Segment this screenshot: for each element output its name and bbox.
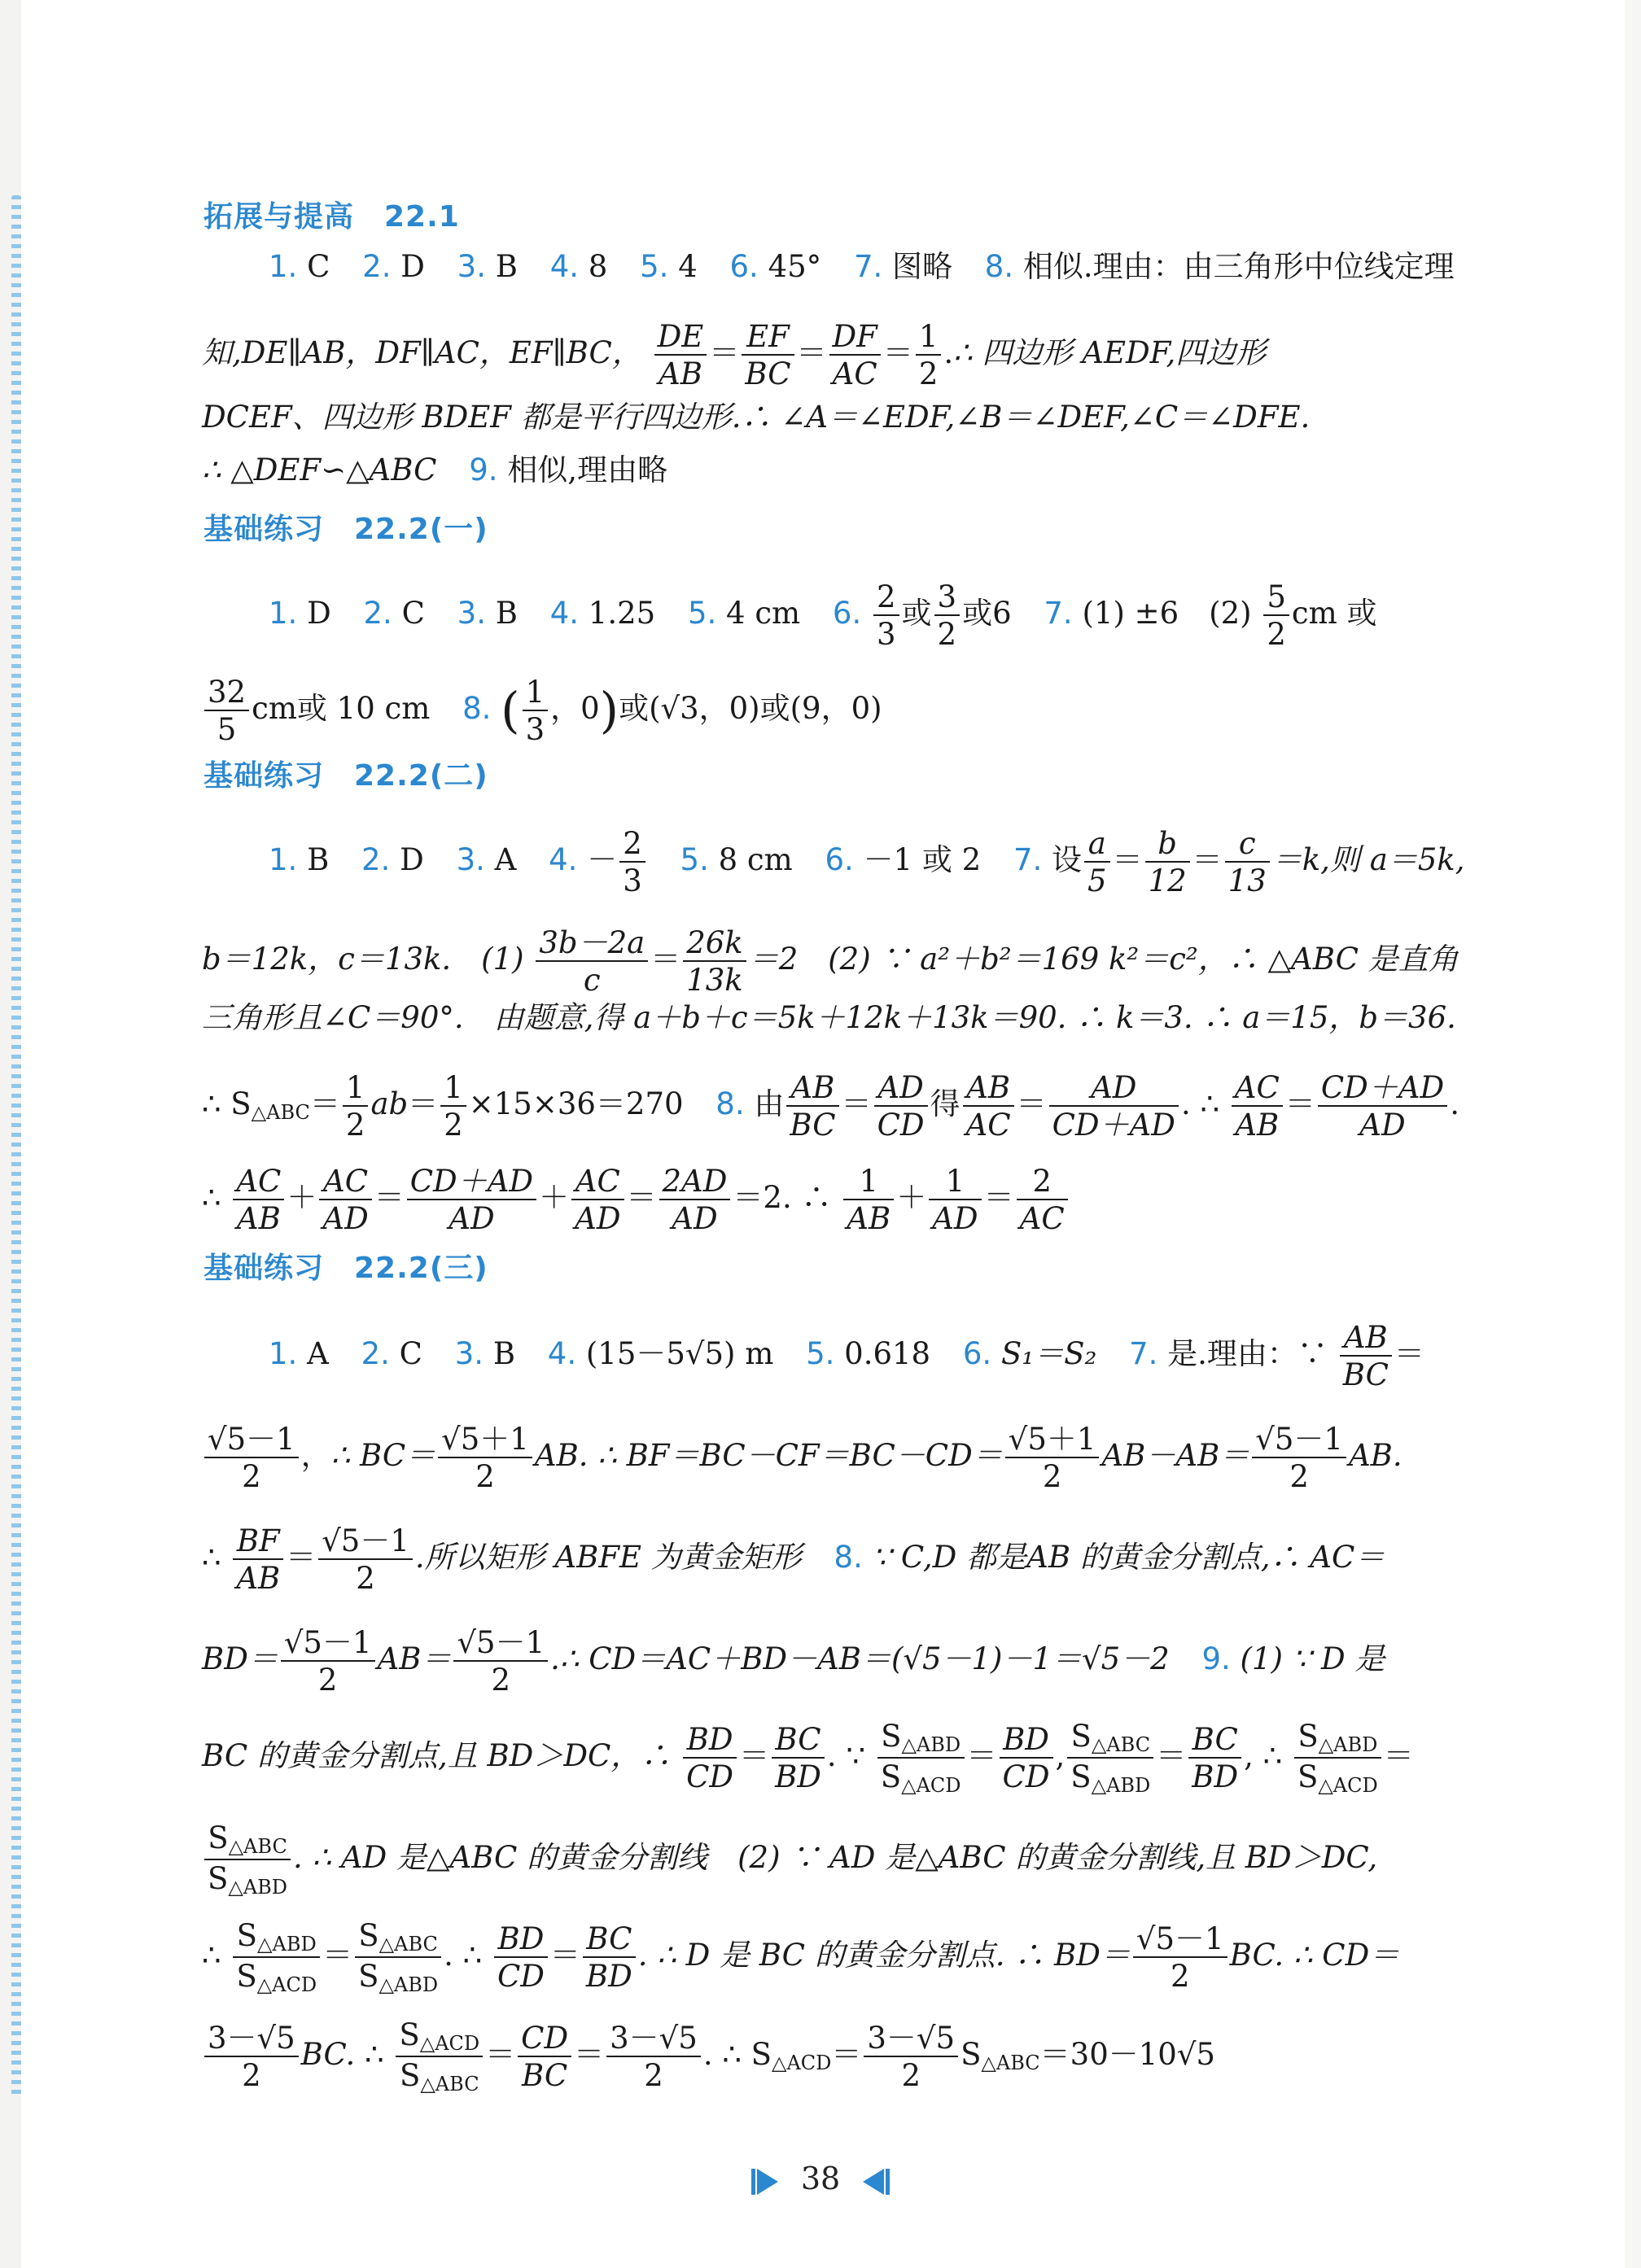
footer-bar-icon: [886, 2169, 890, 2195]
section-title: 基础练习 22.2(三): [203, 1252, 488, 1285]
answer-line: $\frac{32}{5}$ cm或 10 cm 8. ( $\frac{1}{3}$ ，0)或(√3，0)或(9，0): [202, 677, 1504, 745]
answer-line: DCEF、四边形 BDEF 都是平行四边形.∴ ∠A＝∠EDF,∠B＝∠DEF,∠C＝∠DFE.: [202, 400, 1311, 435]
answer-line: b＝12k，c＝13k. (1) $\frac{3b-2a}{c}$ ＝ $\frac{26k}{13k}$ ＝2 (2) ∵ a²＋b²＝169 k²＝c²，∴ △ABC 是直角: [202, 925, 1459, 998]
answer-line: $\frac{3-√5}{2}$ BC. ∴ $\frac{S_{\triangle ACD}}{S_{\triangle ABC}}$ ＝ $\frac{CD}{BC}$ ＝ $\frac{3-√5}{2}$ . ∴ $S_{\triangle ACD}=$ $\frac{3-√5}{2}$ $S_{\triangle ABC}=30-10√5$: [202, 2020, 1504, 2094]
answer-line: ∴ $S_{\triangle ABC}=$ $\frac{1}{2}$ ab＝ $\frac{1}{2}$ ×15×36＝270 8. 由 $\frac{AB}{BC}$ ＝ $\frac{AD}{CD}$ 得 $\frac{AB}{AC}$ ＝ $\frac{AD}{CD+AD}$ . ∴ $\frac{AC}{AB}$ ＝ $\frac{CD+AD}{AD}$ .: [202, 1070, 1459, 1143]
section-title: 基础练习 22.2(二): [203, 759, 488, 793]
answer-line: 1. D 2. C 3. B 4. 1.25 5. 4 cm 6. $\frac{2}{3}$ 或 $\frac{3}{2}$ 或6 7. (1) ±6 (2) $\frac{5}{2}$ cm 或: [269, 579, 1377, 652]
answer-line: 1. A 2. C 3. B 4. (15－5√5) m 5. 0.618 6. S₁＝S₂ 7. 是.理由：∵ $\frac{AB}{BC}$ ＝: [269, 1320, 1424, 1392]
answer-line: 1. C 2. D 3. B 4. 8 5. 4 6. 45° 7. 图略 8. 相似.理由：由三角形中位线定理: [269, 249, 1455, 284]
answer-line: BD＝ $\frac{√5-1}{2}$ AB＝ $\frac{√5-1}{2}$ .∴ CD＝AC＋BD－AB＝(√5－1)－1＝√5－2 9. (1) ∵ D 是: [202, 1625, 1385, 1698]
section-title: 拓展与提高 22.1: [203, 200, 460, 234]
answer-line: 1. B 2. D 3. A 4. － $\frac{2}{3}$ 5. 8 cm 6. －1 或 2 7. 设 $\frac{a}{5}$ ＝ $\frac{b}{12}$ ＝ $\frac{c}{13}$ ＝k,则 a＝5k,: [269, 826, 1465, 898]
section-title: 基础练习 22.2(一): [203, 513, 488, 546]
answer-line: ∴ △DEF∽△ABC 9. 相似,理由略: [202, 452, 668, 487]
answer-line: 知,DE∥AB，DF∥AC，EF∥BC， $\frac{DE}{AB}$ ＝ $\frac{EF}{BC}$ ＝ $\frac{DF}{AC}$ ＝ $\frac{1}{2}$ .∴ 四边形 AEDF,四边形: [202, 319, 1267, 391]
answer-line: BC 的黄金分割点,且 BD＞DC，∴ $\frac{BD}{CD}$ ＝ $\frac{BC}{BD}$ . ∵ $\frac{S_{\triangle ABD}}{S_{\triangle ACD}}$ ＝ $\frac{BD}{CD}$ , $\frac{S_{\triangle ABC}}{S_{\triangle ABD}}$ ＝ $\frac{BC}{BD}$ , ∴ $\frac{S_{\triangle ABD}}{S_{\triangle ACD}}$ ＝: [202, 1719, 1414, 1797]
footer-bar-icon: [751, 2169, 755, 2195]
answer-line: ∴ $\frac{BF}{AB}$ ＝ $\frac{√5-1}{2}$ .所以矩形 ABFE 为黄金矩形 8. ∵ C,D 都是AB 的黄金分割点,∴ AC＝: [202, 1523, 1385, 1596]
binding-decoration: [11, 195, 21, 2100]
answer-line: $\frac{√5-1}{2}$ ，∴ BC＝ $\frac{√5+1}{2}$ AB. ∴ BF＝BC－CF＝BC－CD＝ $\frac{√5+1}{2}$ AB－AB＝ $\frac{√5-1}{2}$ AB.: [202, 1424, 1504, 1492]
page-number: 38: [800, 2161, 841, 2196]
answer-line: ∴ $\frac{AC}{AB}$ ＋ $\frac{AC}{AD}$ ＝ $\frac{CD+AD}{AD}$ ＋ $\frac{AC}{AD}$ ＝ $\frac{2AD}{AD}$ ＝2. ∴ $\frac{1}{AB}$ ＋ $\frac{1}{AD}$ ＝ $\frac{2}{AC}$: [202, 1166, 1504, 1234]
page-footer: [0, 2161, 1641, 2196]
arrow-right-icon: [757, 2169, 778, 2195]
page-edge-right: [1625, 0, 1641, 2268]
answer-line: 三角形且∠C＝90°. 由题意,得 a＋b＋c＝5k＋12k＋13k＝90. ∴ k＝3. ∴ a＝15，b＝36.: [202, 1000, 1456, 1035]
answer-line: $\frac{S_{\triangle ABC}}{S_{\triangle ABD}}$ . ∴ AD 是△ABC 的黄金分割线 (2) ∵ AD 是△ABC 的黄金分割线,且 BD＞DC,: [202, 1823, 1504, 1897]
answer-line: ∴ $\frac{S_{\triangle ABD}}{S_{\triangle ACD}}$ ＝ $\frac{S_{\triangle ABC}}{S_{\triangle ABD}}$ . ∴ $\frac{BD}{CD}$ ＝ $\frac{BC}{BD}$ . ∴ D 是 BC 的黄金分割点. ∴ BD＝ $\frac{√5-1}{2}$ BC. ∴ CD＝: [202, 1918, 1400, 1996]
arrow-left-icon: [863, 2169, 884, 2195]
